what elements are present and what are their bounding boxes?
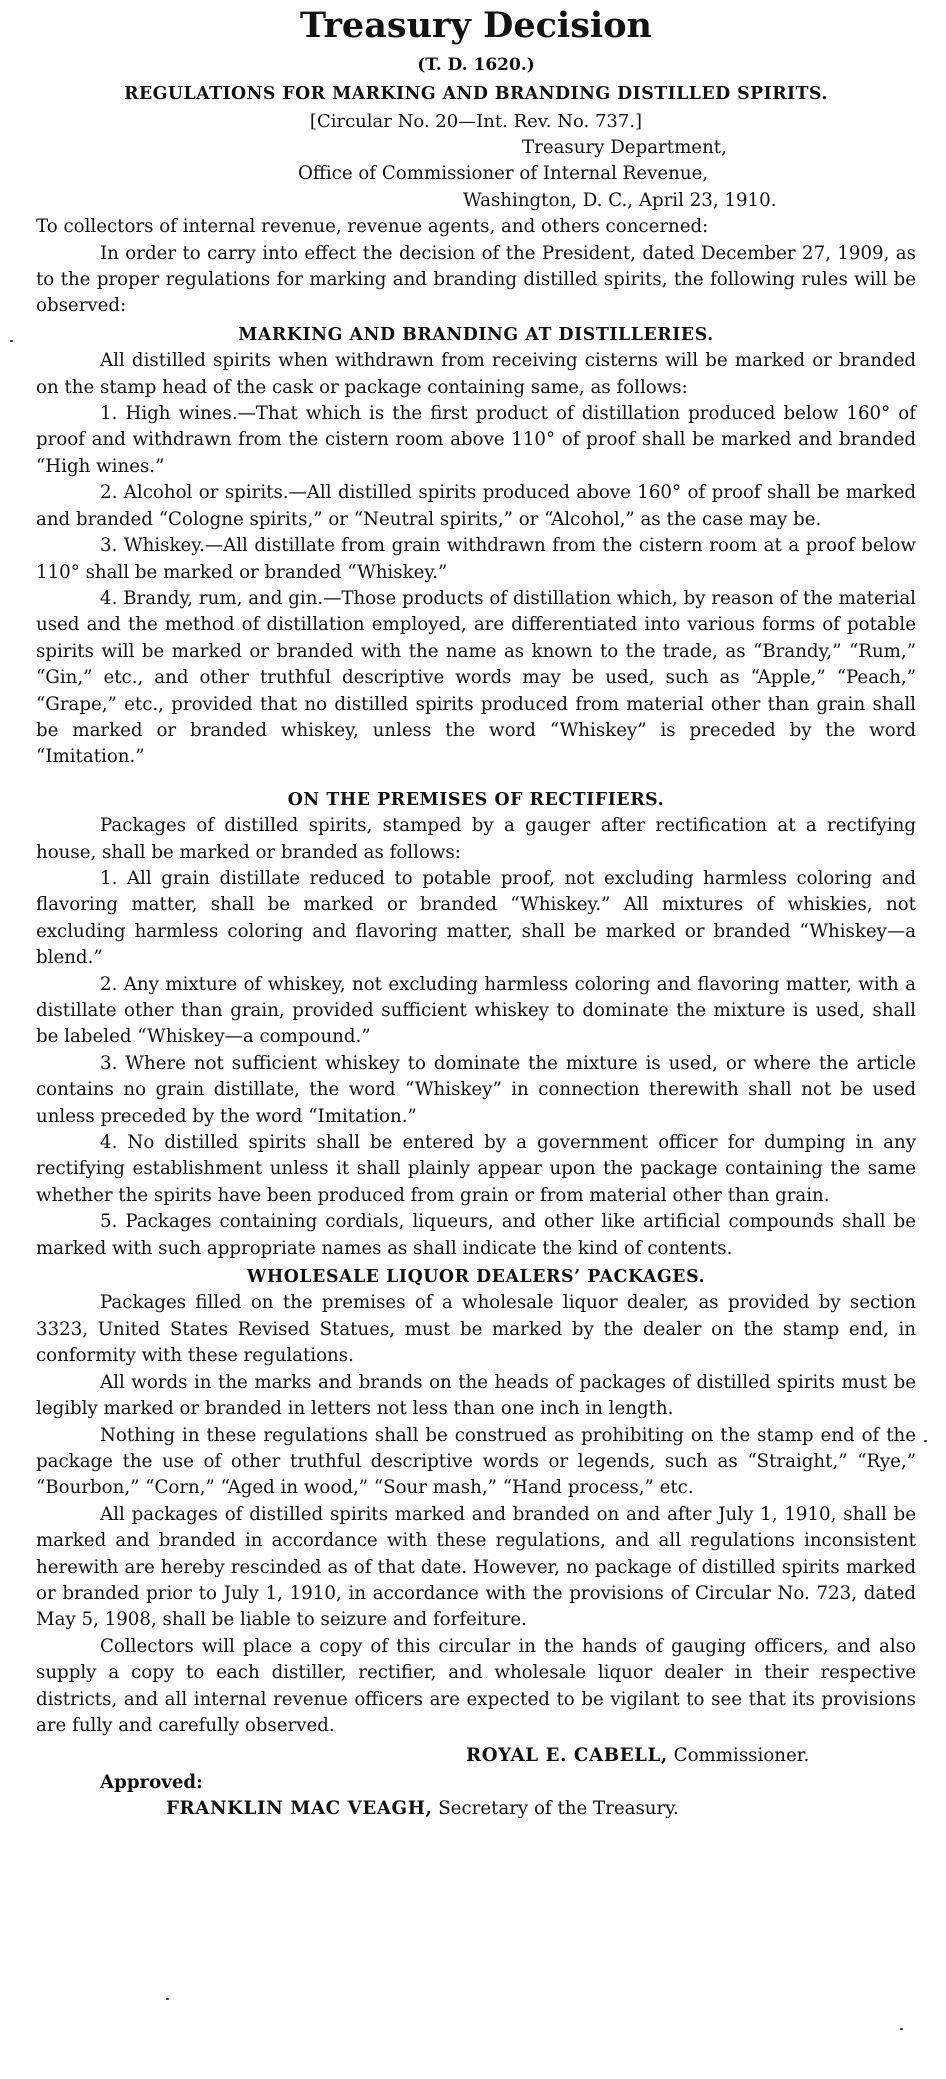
scan-speck [166,1998,169,2000]
intro-paragraph: In order to carry into effect the decision of the President, dated December 27, 1909, as to the proper regulations for marking and branding distilled spirits, the following rules will be observed: [36,242,916,317]
address-date: Washington, D. C., April 23, 1910. [463,189,777,211]
paragraph: Packages of distilled spirits, stamped by a gauger after rectification at a rectifying house, shall be marked or branded as follows: [36,815,916,863]
secretary-signature [36,1796,916,1822]
scan-speck [900,2028,903,2030]
commissioner-title: Commissioner. [673,1745,810,1767]
section-heading-wholesale: WHOLESALE LIQUOR DEALERS’ PACKAGES. [246,1267,706,1288]
commissioner-signature [36,1743,916,1769]
paragraph: Nothing in these regulations shall be construed as prohibiting on the stamp end of the package the use of other truthful descriptive words or legends, such as “Straight,” “Rye,” “Bourbon,” “Corn,” “Aged in wood,” “Sour mash,” “Hand process,” etc. [36,1424,916,1499]
document-title: Treasury Decision [299,5,653,46]
paragraph: All packages of distilled spirits marked and branded on and after July 1, 1910, shall be marked and branded in accordance with these regulations, and all regulations inconsistent herewith are hereby rescinded as of that date. However, no package of distilled spirits marked or branded prior to July 1, 1910, in accordance with the provisions of Circular No. 723, dated May 5, 1908, shall be liable to seizure and forfeiture. [36,1503,916,1631]
circular-reference: [Circular No. 20—Int. Rev. No. 737.] [309,111,643,132]
commissioner-name: ROYAL E. CABELL, [466,1745,668,1767]
rule-item: 1. High wines.—That which is the first product of distillation produced below 160° of proof and withdrawn from the cistern room above 110° of proof shall be marked and branded “High wines.” [36,403,916,477]
rule-item: 5. Packages containing cordials, liqueurs, and other like artificial compounds shall be marked with such appropriate names as shall indicate the kind of contents. [36,1211,916,1259]
paragraph: Packages filled on the premises of a wholesale liquor dealer, as provided by section 3323, United States Revised Statues, must be marked by the dealer on the stamp end, in conformity with these regulations. [36,1292,916,1367]
paragraph: All distilled spirits when withdrawn from receiving cisterns will be marked or branded on the stamp head of the cask or package containing same, as follows: [36,350,916,398]
regulation-title: REGULATIONS FOR MARKING AND BRANDING DISTILLED SPIRITS. [124,84,828,104]
paragraph: Collectors will place a copy of this circular in the hands of gauging officers, and also supply a copy to each distiller, rectifier, and wholesale liquor dealer in their respective districts, and all internal revenue officers are expected to be vigilant to see that its provisions are fully and carefully observed. [36,1635,916,1736]
rule-item: 3. Where not sufficient whiskey to dominate the mixture is used, or where the article contains no grain distillate, the word “Whiskey” in connection therewith shall not be used unless preceded by the word “Imitation.” [36,1052,916,1127]
secretary-name: FRANKLIN MAC VEAGH, [166,1798,433,1820]
section-heading-distilleries: MARKING AND BRANDING AT DISTILLERIES. [238,324,714,345]
rule-item: 4. No distilled spirits shall be entered by a government officer for dumping in any rectifying establishment unless it shall plainly appear upon the package containing the same whether the spirits have been produced from grain or from material other than grain. [36,1132,916,1206]
scan-speck [10,340,13,342]
address-office: Office of Commissioner of Internal Revenue, [298,163,709,185]
rule-item: 2. Alcohol or spirits.—All distilled spirits produced above 160° of proof shall be marked and branded “Cologne spirits,” or “Neutral spirits,” or “Alcohol,” as the case may be. [36,482,916,530]
section-heading-rectifiers: ON THE PREMISES OF RECTIFIERS. [287,789,665,810]
td-number: (T. D. 1620.) [417,55,535,75]
rule-item: 1. All grain distillate reduced to potable proof, not excluding harmless coloring and flavoring matter, shall be marked or branded “Whiskey.” All mixtures of whiskies, not excluding harmless coloring and flavoring matter, shall be marked or branded “Whiskey—a blend.” [36,867,916,969]
address-department: Treasury Department, [522,137,727,158]
secretary-title: Secretary of the Treasury. [438,1798,679,1820]
salutation: To collectors of internal revenue, revenue agents, and others concerned: [36,216,709,238]
rule-item: 2. Any mixture of whiskey, not excluding harmless coloring and flavoring matter, with a distillate other than grain, provided sufficient whiskey to dominate the mixture is used, shall be labeled “Whiskey—a compound.” [36,973,916,1048]
rule-item: 4. Brandy, rum, and gin.—Those products of distillation which, by reason of the material used and the method of distillation employed, are differentiated into various forms of potable spirits will be marked or branded with the name as known to the trade, as “Brandy,” “Rum,” “Gin,” etc., and other truthful descriptive words may be used, such as “Apple,” “Peach,” “Grape,” etc., provided that no distilled spirits produced from material other than grain shall be marked or branded whiskey, unless the word “Whiskey” is preceded by the word “Imitation.” [36,587,916,768]
approved-label: Approved: [100,1771,203,1793]
rule-item: 3. Whiskey.—All distillate from grain withdrawn from the cistern room at a proof below 110° shall be marked or branded “Whiskey.” [36,535,916,583]
scan-speck [924,1440,927,1442]
paragraph: All words in the marks and brands on the heads of packages of distilled spirits must be legibly marked or branded in letters not less than one inch in length. [36,1371,916,1420]
